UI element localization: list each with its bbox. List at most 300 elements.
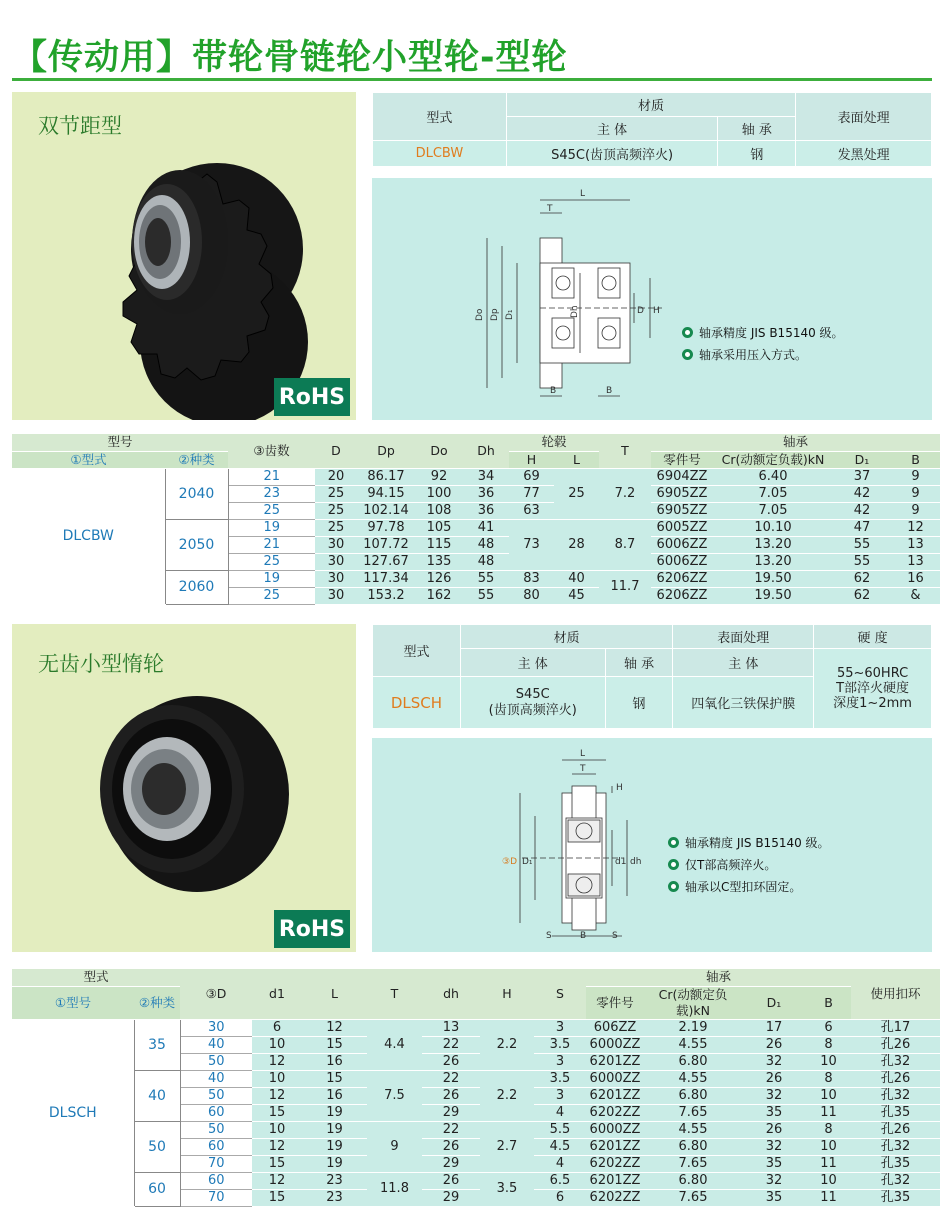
table-cell: 50 (180, 1053, 252, 1070)
sprocket-image (12, 92, 356, 420)
gear-icon (668, 881, 679, 892)
table-cell: 26 (742, 1121, 806, 1138)
table-cell: 50 (180, 1087, 252, 1104)
table-cell: 6.80 (644, 1172, 742, 1189)
table-cell: 26 (422, 1172, 480, 1189)
dim-D1: D₁ (522, 857, 533, 867)
table-cell: 80 (509, 587, 554, 604)
table-cell: 26 (422, 1138, 480, 1155)
table-row (12, 1019, 940, 1036)
table-cell: 21 (228, 536, 315, 553)
table-cell: 孔26 (851, 1036, 940, 1053)
note-text: 轴承采用压入方式。 (699, 348, 808, 362)
table-cell: 2.19 (644, 1019, 742, 1036)
table-cell: 30 (180, 1019, 252, 1036)
table-cell: 6202ZZ (586, 1155, 644, 1172)
table-cell: 2060 (165, 570, 228, 604)
cell-line: S45C (515, 686, 550, 702)
dim-H: H (616, 783, 623, 793)
cell-line: (齿顶高频淬火) (488, 702, 577, 718)
material-table-dlsch (372, 624, 932, 729)
table-row (12, 1172, 940, 1189)
dim-S-right: S (612, 931, 618, 941)
idler-image (12, 624, 356, 952)
table-cell: 17 (742, 1019, 806, 1036)
table-cell: 15 (252, 1189, 302, 1206)
table-cell: 8 (806, 1036, 851, 1053)
table-cell: 36 (463, 485, 509, 502)
header-surface-main: 主 体 (673, 649, 814, 677)
table-cell: 16 (891, 570, 940, 587)
table-cell: 11.8 (367, 1172, 422, 1206)
table-cell: 15 (302, 1070, 367, 1087)
note-text: 仅T部高频淬火。 (685, 858, 777, 872)
dim-Dp: Dp (490, 308, 500, 321)
table-cell: 12 (252, 1053, 302, 1070)
table-cell: 20 (315, 468, 357, 485)
gear-icon (682, 349, 693, 360)
table-cell: 2040 (165, 468, 228, 519)
table-cell: 15 (252, 1155, 302, 1172)
table-cell: 47 (833, 519, 891, 536)
table-cell: 29 (422, 1155, 480, 1172)
table-cell: 127.67 (357, 553, 415, 570)
table-cell: 10 (252, 1121, 302, 1138)
table-cell: 108 (415, 502, 463, 519)
th-dh: dh (422, 969, 480, 1019)
photo-title: 双节距型 (38, 114, 122, 138)
gear-icon (668, 859, 679, 870)
th-kind: ②种类 (165, 451, 228, 468)
hardness-value (814, 649, 932, 729)
dim-B: B (580, 931, 587, 941)
type-value: DLCBW (373, 141, 507, 167)
table-cell: 70 (180, 1155, 252, 1172)
th-D: D (315, 434, 357, 468)
table-cell: 48 (463, 553, 509, 570)
table-cell: 26 (742, 1070, 806, 1087)
table-cell: 13 (891, 553, 940, 570)
note-item (682, 346, 844, 363)
table-cell: 6904ZZ (651, 468, 713, 485)
type-value: DLSCH (373, 677, 461, 729)
th-Dh: Dh (463, 434, 509, 468)
table-row (12, 1121, 940, 1138)
table-cell: 25 (315, 502, 357, 519)
table-cell: 50 (180, 1121, 252, 1138)
dimension-diagram-dlsch (372, 738, 932, 952)
table-cell: 孔32 (851, 1053, 940, 1070)
table-cell: 7.05 (713, 485, 833, 502)
table-cell: 10 (252, 1070, 302, 1087)
table-cell: 孔32 (851, 1138, 940, 1155)
cell-line: T部淬火硬度 (836, 681, 910, 696)
table-cell: 102.14 (357, 502, 415, 519)
gear-icon (668, 837, 679, 848)
table-cell: 19 (302, 1121, 367, 1138)
table-cell: 62 (833, 570, 891, 587)
table-cell: 19 (228, 570, 315, 587)
table-cell: 12 (891, 519, 940, 536)
dim-dh: dh (630, 857, 642, 867)
th-T: T (367, 969, 422, 1019)
dim-L: L (580, 749, 586, 759)
table-cell: 6206ZZ (651, 587, 713, 604)
table-cell: 29 (422, 1104, 480, 1121)
table-cell: 30 (315, 536, 357, 553)
table-cell: 10 (806, 1138, 851, 1155)
table-cell: 70 (180, 1189, 252, 1206)
spec-table-dlsch (12, 969, 940, 1207)
table-cell: 107.72 (357, 536, 415, 553)
table-cell: 30 (315, 587, 357, 604)
table-cell: 40 (134, 1070, 180, 1121)
th-bearing: 轴承 (651, 434, 940, 451)
dim-T: T (580, 764, 586, 774)
table-cell: 10 (806, 1053, 851, 1070)
th-S: S (534, 969, 586, 1019)
table-cell: 77 (509, 485, 554, 502)
table-cell: 25 (315, 485, 357, 502)
table-cell: 15 (302, 1036, 367, 1053)
table-cell: 3 (534, 1087, 586, 1104)
surface-value: 发黑处理 (796, 141, 932, 167)
table-cell: 12 (252, 1087, 302, 1104)
table-cell: 86.17 (357, 468, 415, 485)
table-cell: 19 (302, 1138, 367, 1155)
note-text: 轴承以C型扣环固定。 (685, 880, 802, 894)
table-cell: 10 (806, 1087, 851, 1104)
table-cell: 26 (422, 1053, 480, 1070)
table-cell: 3.5 (534, 1036, 586, 1053)
table-cell: 7.05 (713, 502, 833, 519)
table-cell: 5.5 (534, 1121, 586, 1138)
table-cell: 105 (415, 519, 463, 536)
table-cell: 4.5 (534, 1138, 586, 1155)
table-row (12, 468, 940, 485)
th-L: L (302, 969, 367, 1019)
th-H: H (480, 969, 534, 1019)
cell-line: 深度1~2mm (833, 696, 912, 711)
table-cell: 6000ZZ (586, 1036, 644, 1053)
rohs-badge: RoHS (274, 910, 350, 948)
table-cell: 12 (252, 1172, 302, 1189)
table-cell: 6202ZZ (586, 1104, 644, 1121)
th-model: 型号 (12, 434, 228, 451)
table-cell: 12 (302, 1019, 367, 1036)
table-cell: 97.78 (357, 519, 415, 536)
photo-title: 无齿小型惰轮 (38, 652, 164, 676)
table-row (12, 1070, 940, 1087)
table-cell: 孔32 (851, 1172, 940, 1189)
table-cell: 42 (833, 485, 891, 502)
table-cell: 135 (415, 553, 463, 570)
table-cell: 60 (180, 1138, 252, 1155)
table-cell: 50 (134, 1121, 180, 1172)
th-type: ①型式 (12, 451, 165, 468)
table-cell: 4.55 (644, 1070, 742, 1087)
table-cell: 48 (463, 536, 509, 553)
dim-d1: d1 (615, 857, 627, 867)
th-d1: d1 (252, 969, 302, 1019)
table-cell: 23 (302, 1189, 367, 1206)
table-cell: 3.5 (534, 1070, 586, 1087)
table-cell: 126 (415, 570, 463, 587)
table-cell: 25 (315, 519, 357, 536)
table-cell: 32 (742, 1138, 806, 1155)
table-cell: 32 (742, 1053, 806, 1070)
rohs-badge: RoHS (274, 378, 350, 416)
table-cell: 6005ZZ (651, 519, 713, 536)
header-bearing: 轴 承 (605, 649, 673, 677)
table-cell: 32 (742, 1087, 806, 1104)
table-cell: 32 (742, 1172, 806, 1189)
table-cell: 26 (742, 1036, 806, 1053)
note-item (668, 834, 830, 851)
table-cell: 4 (534, 1104, 586, 1121)
table-cell: 6006ZZ (651, 553, 713, 570)
table-cell: 21 (228, 468, 315, 485)
table-cell: 100 (415, 485, 463, 502)
table-cell: 10 (252, 1036, 302, 1053)
notes-dlsch (668, 834, 830, 900)
table-cell: 69 (509, 468, 554, 485)
table-cell: 13.20 (713, 536, 833, 553)
table-cell: 92 (415, 468, 463, 485)
dlsch-drawing (372, 738, 932, 952)
table-cell: 6 (806, 1019, 851, 1036)
table-cell: 19.50 (713, 570, 833, 587)
table-cell: 162 (415, 587, 463, 604)
dim-L: L (580, 189, 586, 199)
table-cell: 115 (415, 536, 463, 553)
header-main: 主 体 (506, 117, 718, 141)
table-cell: 2050 (165, 519, 228, 570)
table-cell: 117.34 (357, 570, 415, 587)
table-cell: 6201ZZ (586, 1138, 644, 1155)
table-cell: 30 (315, 570, 357, 587)
surface-value: 四氧化三铁保护膜 (673, 677, 814, 729)
table-cell: 16 (302, 1053, 367, 1070)
dim-Dh: Dh (570, 305, 580, 318)
table-cell: 7.65 (644, 1189, 742, 1206)
table-cell: 3.5 (480, 1172, 534, 1206)
th-B: B (891, 451, 940, 468)
header-bearing: 轴 承 (718, 117, 796, 141)
dim-S-left: S (546, 931, 552, 941)
main-value: S45C(齿顶高频淬火) (506, 141, 718, 167)
header-type: 型式 (373, 93, 507, 141)
table-cell: 40 (554, 570, 599, 587)
th-D: ③D (180, 969, 252, 1019)
table-cell: 11 (806, 1189, 851, 1206)
dlcbw-drawing (372, 178, 932, 420)
note-item (682, 324, 844, 341)
spec-table-dlcbw (12, 434, 940, 605)
table-cell: 28 (554, 519, 599, 570)
page-title: 【传动用】带轮骨链轮小型轮-型轮 (12, 38, 568, 78)
table-cell: 6201ZZ (586, 1087, 644, 1104)
table-cell: 12 (252, 1138, 302, 1155)
title-divider (12, 78, 932, 81)
table-cell: 孔26 (851, 1070, 940, 1087)
table-cell: 35 (742, 1189, 806, 1206)
table-cell: 45 (554, 587, 599, 604)
table-cell: 19 (228, 519, 315, 536)
table-cell: 6202ZZ (586, 1189, 644, 1206)
table-cell: 35 (742, 1104, 806, 1121)
table-cell: 35 (742, 1155, 806, 1172)
table-cell: 6000ZZ (586, 1070, 644, 1087)
dim-Do: Do (475, 308, 485, 321)
table-cell: 6.40 (713, 468, 833, 485)
th-D1: D₁ (833, 451, 891, 468)
table-cell: 55 (463, 587, 509, 604)
table-cell: 15 (252, 1104, 302, 1121)
table-cell: 6206ZZ (651, 570, 713, 587)
table-cell: 60 (180, 1104, 252, 1121)
th-teeth: ③齿数 (228, 434, 315, 468)
table-cell: 6.80 (644, 1087, 742, 1104)
table-cell: 6905ZZ (651, 485, 713, 502)
header-hardness: 硬 度 (814, 625, 932, 649)
dim-B-left: B (550, 386, 557, 396)
table-cell: 6201ZZ (586, 1053, 644, 1070)
table-cell: 8 (806, 1070, 851, 1087)
table-cell: 孔35 (851, 1104, 940, 1121)
table-cell: 40 (180, 1036, 252, 1053)
table-cell: 孔17 (851, 1019, 940, 1036)
th-B: B (806, 986, 851, 1019)
th-model: 型式 (12, 969, 180, 986)
table-cell: 25 (228, 587, 315, 604)
table-cell: 42 (833, 502, 891, 519)
table-cell: 55 (833, 553, 891, 570)
table-cell: 13 (422, 1019, 480, 1036)
table-cell: 60 (134, 1172, 180, 1206)
bearing-value: 钢 (605, 677, 673, 729)
type-cell: DLCBW (12, 468, 165, 604)
table-cell: 60 (180, 1172, 252, 1189)
table-cell: 35 (134, 1019, 180, 1070)
table-cell: 11 (806, 1104, 851, 1121)
notes-dlcbw (682, 324, 844, 368)
table-cell: 25 (228, 502, 315, 519)
th-L: L (554, 451, 599, 468)
th-H: H (509, 451, 554, 468)
table-cell: 25 (554, 468, 599, 519)
table-cell: 19 (302, 1155, 367, 1172)
dim-B-right: B (606, 386, 613, 396)
table-cell: 孔35 (851, 1189, 940, 1206)
dim-D1: D₁ (505, 309, 515, 320)
table-cell: 30 (315, 553, 357, 570)
table-cell: 83 (509, 570, 554, 587)
th-cr: Cr(动额定负载)kN (644, 986, 742, 1019)
table-cell: 8.7 (599, 519, 651, 570)
header-material: 材质 (460, 625, 673, 649)
table-cell: 63 (509, 502, 554, 519)
table-cell: 4.4 (367, 1019, 422, 1070)
table-cell: 7.65 (644, 1104, 742, 1121)
header-surface: 表面处理 (673, 625, 814, 649)
th-Dp: Dp (357, 434, 415, 468)
th-ring: 使用扣环 (851, 969, 940, 1019)
table-cell: 孔26 (851, 1121, 940, 1138)
table-cell: 孔35 (851, 1155, 940, 1172)
th-kind: ②种类 (134, 986, 180, 1019)
table-cell: 153.2 (357, 587, 415, 604)
table-cell: 36 (463, 502, 509, 519)
dim-D: D (637, 306, 644, 316)
table-cell: 22 (422, 1121, 480, 1138)
table-cell: 2.2 (480, 1070, 534, 1121)
table-cell: 6.80 (644, 1138, 742, 1155)
table-cell: 2.2 (480, 1019, 534, 1070)
table-cell: 16 (302, 1087, 367, 1104)
table-cell: 26 (422, 1087, 480, 1104)
header-type: 型式 (373, 625, 461, 677)
table-cell: 22 (422, 1036, 480, 1053)
table-cell: 6.5 (534, 1172, 586, 1189)
th-cr: Cr(动额定负载)kN (713, 451, 833, 468)
cell-line: 55~60HRC (836, 666, 909, 681)
type-cell: DLSCH (12, 1019, 134, 1206)
table-cell: 10.10 (713, 519, 833, 536)
main-value (460, 677, 605, 729)
table-cell: 4 (534, 1155, 586, 1172)
table-cell: 6 (252, 1019, 302, 1036)
table-cell: 8 (806, 1121, 851, 1138)
table-cell: 6905ZZ (651, 502, 713, 519)
table-cell: & (891, 587, 940, 604)
th-type: ①型号 (12, 986, 134, 1019)
table-cell: 62 (833, 587, 891, 604)
table-cell: 34 (463, 468, 509, 485)
table-cell: 19.50 (713, 587, 833, 604)
table-cell: 9 (891, 485, 940, 502)
table-cell: 94.15 (357, 485, 415, 502)
table-cell: 22 (422, 1070, 480, 1087)
dim-D: ③D (502, 857, 517, 867)
header-surface: 表面处理 (796, 93, 932, 141)
note-text: 轴承精度 JIS B15140 级。 (699, 326, 844, 340)
bearing-value: 钢 (718, 141, 796, 167)
table-cell: 23 (302, 1172, 367, 1189)
header-material: 材质 (506, 93, 795, 117)
th-bearing: 轴承 (586, 969, 851, 986)
table-cell: 9 (891, 468, 940, 485)
gear-icon (682, 327, 693, 338)
th-D1: D₁ (742, 986, 806, 1019)
table-cell: 6000ZZ (586, 1121, 644, 1138)
table-cell: 7.5 (367, 1070, 422, 1121)
dim-T: T (547, 204, 553, 214)
table-cell: 19 (302, 1104, 367, 1121)
table-cell: 6.80 (644, 1053, 742, 1070)
note-text: 轴承精度 JIS B15140 级。 (685, 836, 830, 850)
product-photo-panel (12, 624, 356, 952)
product-photo-panel (12, 92, 356, 420)
table-cell: 3 (534, 1019, 586, 1036)
table-cell: 3 (534, 1053, 586, 1070)
table-cell: 4.55 (644, 1121, 742, 1138)
table-cell: 4.55 (644, 1036, 742, 1053)
table-cell: 6006ZZ (651, 536, 713, 553)
table-cell: 7.2 (599, 468, 651, 519)
table-cell: 9 (891, 502, 940, 519)
table-cell: 6 (534, 1189, 586, 1206)
